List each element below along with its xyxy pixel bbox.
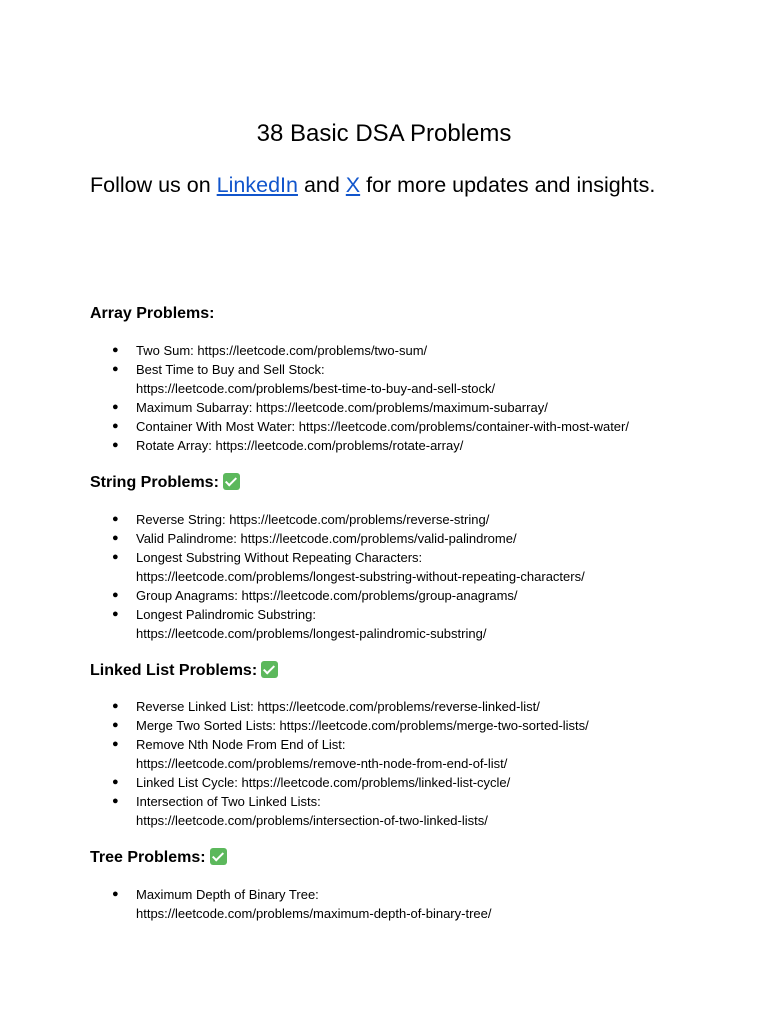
problem-url[interactable]: https://leetcode.com/problems/intersection-of-two-linked-lists/ [136, 813, 488, 828]
list-item [0, 885, 696, 923]
list-item [0, 586, 696, 605]
bullet-icon: ● [112, 439, 119, 451]
list-item [0, 605, 696, 643]
problem-text[interactable]: Container With Most Water: https://leetcode.com/problems/container-with-most-water/ [136, 419, 629, 434]
problem-text: Best Time to Buy and Sell Stock: [136, 362, 325, 377]
problem-text: Longest Palindromic Substring: [136, 607, 316, 622]
list-item [0, 417, 696, 436]
bullet-icon: ● [112, 363, 119, 375]
problem-url[interactable]: https://leetcode.com/problems/best-time-to-buy-and-sell-stock/ [136, 381, 496, 396]
bullet-icon: ● [112, 420, 119, 432]
section-heading-string [90, 472, 240, 494]
bullet-icon: ● [112, 888, 119, 900]
problem-text[interactable]: Merge Two Sorted Lists: https://leetcode.com/problems/merge-two-sorted-lists/ [136, 718, 589, 733]
problem-text[interactable]: Maximum Subarray: https://leetcode.com/problems/maximum-subarray/ [136, 400, 548, 415]
list-item [0, 548, 696, 586]
problem-text: Intersection of Two Linked Lists: [136, 794, 321, 809]
problem-url[interactable]: https://leetcode.com/problems/remove-nth-node-from-end-of-list/ [136, 756, 508, 771]
bullet-icon: ● [112, 719, 119, 731]
bullet-icon: ● [112, 401, 119, 413]
bullet-icon: ● [112, 589, 119, 601]
problem-url[interactable]: https://leetcode.com/problems/maximum-depth-of-binary-tree/ [136, 906, 492, 921]
check-mark-icon [223, 473, 240, 490]
problem-text: Maximum Depth of Binary Tree: [136, 887, 319, 902]
section-heading-text: Linked List Problems: [90, 662, 258, 679]
follow-middle: and [297, 173, 346, 197]
bullet-icon: ● [112, 776, 119, 788]
list-item [0, 792, 696, 830]
problem-text[interactable]: Two Sum: https://leetcode.com/problems/two-sum/ [136, 343, 428, 358]
document-title: 38 Basic DSA Problems [256, 120, 512, 147]
list-item [0, 697, 696, 716]
problem-text: Remove Nth Node From End of List: [136, 737, 346, 752]
check-mark-icon [261, 661, 278, 678]
list-item [0, 341, 696, 360]
problem-url[interactable]: https://leetcode.com/problems/longest-palindromic-substring/ [136, 626, 487, 641]
section-heading-linked-list [90, 660, 278, 682]
bullet-icon: ● [112, 738, 119, 750]
problem-list-array [0, 341, 696, 455]
list-item [0, 716, 696, 735]
problem-list-tree [0, 885, 696, 923]
problem-text[interactable]: Reverse Linked List: https://leetcode.com/problems/reverse-linked-list/ [136, 699, 540, 714]
section-heading-text: Array Problems: [90, 305, 215, 322]
follow-paragraph [90, 170, 690, 200]
list-item [0, 773, 696, 792]
section-heading-array [90, 303, 215, 325]
problem-text[interactable]: Group Anagrams: https://leetcode.com/problems/group-anagrams/ [136, 588, 518, 603]
list-item [0, 436, 696, 455]
problem-text[interactable]: Linked List Cycle: https://leetcode.com/problems/linked-list-cycle/ [136, 775, 511, 790]
problem-list-string [0, 510, 696, 643]
list-item [0, 360, 696, 398]
bullet-icon: ● [112, 795, 119, 807]
follow-prefix: Follow us on [90, 173, 217, 197]
problem-url[interactable]: https://leetcode.com/problems/longest-substring-without-repeating-characters/ [136, 569, 585, 584]
section-heading-text: Tree Problems: [90, 849, 206, 866]
problem-list-linked-list [0, 697, 696, 830]
follow-suffix: for more updates and insights. [360, 173, 656, 197]
list-item [0, 735, 696, 773]
bullet-icon: ● [112, 700, 119, 712]
bullet-icon: ● [112, 344, 119, 356]
list-item [0, 398, 696, 417]
problem-text[interactable]: Rotate Array: https://leetcode.com/problems/rotate-array/ [136, 438, 464, 453]
bullet-icon: ● [112, 608, 119, 620]
check-mark-icon [210, 848, 227, 865]
x-link[interactable]: X [345, 173, 361, 197]
problem-text[interactable]: Valid Palindrome: https://leetcode.com/problems/valid-palindrome/ [136, 531, 517, 546]
list-item [0, 510, 696, 529]
bullet-icon: ● [112, 513, 119, 525]
section-heading-tree [90, 847, 227, 869]
section-heading-text: String Problems: [90, 474, 219, 491]
list-item [0, 529, 696, 548]
problem-text[interactable]: Reverse String: https://leetcode.com/problems/reverse-string/ [136, 512, 490, 527]
linkedin-link[interactable]: LinkedIn [216, 173, 298, 197]
bullet-icon: ● [112, 551, 119, 563]
bullet-icon: ● [112, 532, 119, 544]
problem-text: Longest Substring Without Repeating Characters: [136, 550, 423, 565]
